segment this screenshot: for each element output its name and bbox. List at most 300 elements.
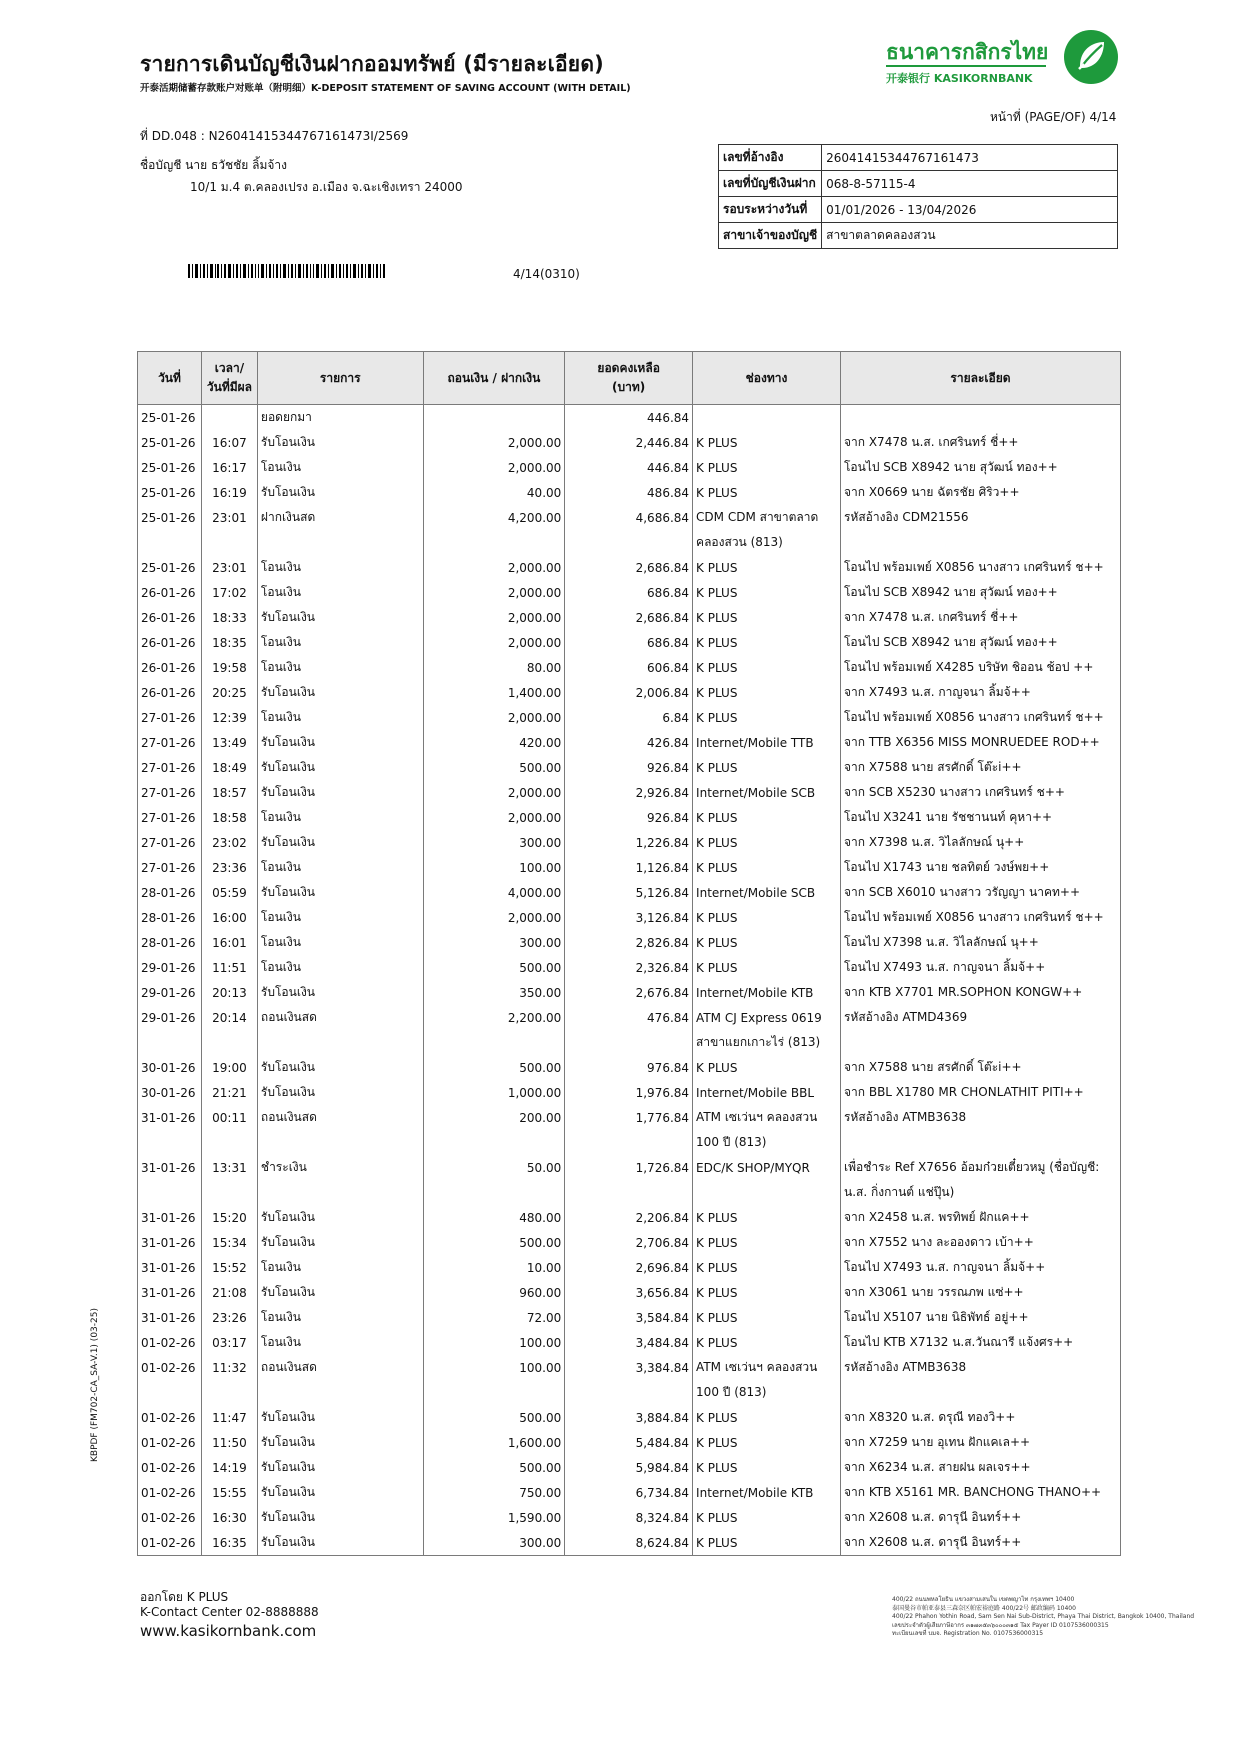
cell-detail: จาก X0669 นาย ฉัตรชัย ศิริว++ <box>840 480 1120 505</box>
cell-detail: จาก TTB X6356 MISS MONRUEDEE ROD++ <box>840 730 1120 755</box>
cell-date: 25-01-26 <box>138 430 202 455</box>
cell-balance: 2,206.84 <box>565 1205 693 1230</box>
cell-channel: K PLUS <box>693 805 841 830</box>
cell-amount: 300.00 <box>423 1530 565 1556</box>
table-row <box>138 1105 1121 1130</box>
table-row <box>138 1455 1121 1480</box>
bank-name-en: 开泰银行 KASIKORNBANK <box>886 72 1033 85</box>
cell-detail: โอนไป X1743 นาย ชลทิตย์ วงษ์พย++ <box>840 855 1120 880</box>
cell-date: 01-02-26 <box>138 1455 202 1480</box>
cell-amount: 1,600.00 <box>423 1430 565 1455</box>
table-row <box>138 1480 1121 1505</box>
info-value: 26041415344767161473 <box>822 145 1118 171</box>
table-row-continuation <box>138 1180 1121 1205</box>
cell-desc: ถอนเงินสด <box>257 1105 423 1130</box>
col-amount-header: ถอนเงิน / ฝากเงิน <box>423 352 565 405</box>
cell-time: 15:20 <box>201 1205 257 1230</box>
cell-detail: โอนไป X7493 น.ส. กาญจนา ลิ้มจ้++ <box>840 955 1120 980</box>
info-label: เลขที่อ้างอิง <box>719 145 822 171</box>
table-row <box>138 1530 1121 1556</box>
cell-balance: 2,686.84 <box>565 605 693 630</box>
table-row <box>138 1055 1121 1080</box>
cell-time-cont <box>201 1380 257 1405</box>
cell-desc: โอนเงิน <box>257 555 423 580</box>
table-row <box>138 655 1121 680</box>
cell-desc: โอนเงิน <box>257 855 423 880</box>
info-label: สาขาเจ้าของบัญชี <box>719 223 822 249</box>
cell-desc: โอนเงิน <box>257 705 423 730</box>
cell-balance: 446.84 <box>565 455 693 480</box>
page-number: หน้าที่ (PAGE/OF) 4/14 <box>990 110 1117 124</box>
address-line: 400/22 Phahon Yothin Road, Sam Sen Nai Sub-District, Phaya Thai District, Bangkok 10400, Thailand <box>892 1613 1195 1620</box>
cell-desc: รับโอนเงิน <box>257 1430 423 1455</box>
cell-balance: 8,324.84 <box>565 1505 693 1530</box>
cell-date-cont <box>138 1180 202 1205</box>
cell-channel: K PLUS <box>693 1230 841 1255</box>
cell-detail: โอนไป SCB X8942 นาย สุวัฒน์ ทอง++ <box>840 455 1120 480</box>
cell-time: 20:13 <box>201 980 257 1005</box>
cell-amount: 480.00 <box>423 1205 565 1230</box>
table-row <box>138 755 1121 780</box>
table-row <box>138 1355 1121 1380</box>
cell-desc: รับโอนเงิน <box>257 1205 423 1230</box>
cell-balance: 2,926.84 <box>565 780 693 805</box>
cell-time: 00:11 <box>201 1105 257 1130</box>
footer-issuer <box>140 1590 319 1620</box>
table-row <box>138 405 1121 431</box>
cell-detail-cont <box>840 1130 1120 1155</box>
table-row <box>138 430 1121 455</box>
table-row-continuation <box>138 1380 1121 1405</box>
cell-detail: รหัสอ้างอิง ATMD4369 <box>840 1005 1120 1030</box>
cell-desc-cont <box>257 1130 423 1155</box>
cell-desc: โอนเงิน <box>257 630 423 655</box>
cell-desc: รับโอนเงิน <box>257 680 423 705</box>
cell-balance: 8,624.84 <box>565 1530 693 1556</box>
cell-amount: 2,000.00 <box>423 580 565 605</box>
cell-channel: K PLUS <box>693 1255 841 1280</box>
cell-date: 30-01-26 <box>138 1080 202 1105</box>
table-row-continuation <box>138 530 1121 555</box>
cell-time: 21:08 <box>201 1280 257 1305</box>
col-time-header-line1: เวลา/ <box>214 361 245 375</box>
cell-time: 18:33 <box>201 605 257 630</box>
table-row <box>138 1230 1121 1255</box>
info-value: 068-8-57115-4 <box>822 171 1118 197</box>
cell-amount: 72.00 <box>423 1305 565 1330</box>
col-date-header: วันที่ <box>138 352 202 405</box>
cell-amount: 40.00 <box>423 480 565 505</box>
cell-detail: จาก X7259 นาย อุเทน ฝักแคเล++ <box>840 1430 1120 1455</box>
cell-amount-cont <box>423 1030 565 1055</box>
cell-date: 25-01-26 <box>138 505 202 530</box>
cell-balance: 926.84 <box>565 805 693 830</box>
cell-channel: K PLUS <box>693 580 841 605</box>
cell-channel: K PLUS <box>693 555 841 580</box>
cell-balance: 2,686.84 <box>565 555 693 580</box>
cell-date: 30-01-26 <box>138 1055 202 1080</box>
cell-balance: 5,484.84 <box>565 1430 693 1455</box>
cell-desc: รับโอนเงิน <box>257 1055 423 1080</box>
cell-time: 23:01 <box>201 555 257 580</box>
col-balance-header-line1: ยอดคงเหลือ <box>597 361 660 375</box>
cell-channel <box>693 405 841 431</box>
cell-amount: 4,000.00 <box>423 880 565 905</box>
cell-balance: 446.84 <box>565 405 693 431</box>
statement-title: รายการเดินบัญชีเงินฝากออมทรัพย์ (มีรายละเอียด) <box>140 52 604 76</box>
cell-desc: ฝากเงินสด <box>257 505 423 530</box>
cell-channel: K PLUS <box>693 430 841 455</box>
cell-time: 17:02 <box>201 580 257 605</box>
cell-amount: 2,000.00 <box>423 780 565 805</box>
table-row <box>138 930 1121 955</box>
cell-amount: 2,000.00 <box>423 805 565 830</box>
cell-amount: 1,590.00 <box>423 1505 565 1530</box>
table-row <box>138 830 1121 855</box>
col-balance-header <box>565 352 693 405</box>
table-row <box>138 1080 1121 1105</box>
table-row <box>138 955 1121 980</box>
cell-date: 01-02-26 <box>138 1505 202 1530</box>
cell-detail: โอนไป พร้อมเพย์ X0856 นางสาว เกศรินทร์ ช++ <box>840 555 1120 580</box>
cell-amount: 960.00 <box>423 1280 565 1305</box>
page-code: 4/14(0310) <box>513 267 580 281</box>
cell-time: 23:02 <box>201 830 257 855</box>
table-row <box>138 730 1121 755</box>
cell-desc: รับโอนเงิน <box>257 880 423 905</box>
cell-channel: K PLUS <box>693 905 841 930</box>
table-row <box>138 1155 1121 1180</box>
contact-center: K-Contact Center 02-8888888 <box>140 1605 319 1619</box>
cell-detail: โอนไป X7398 น.ส. วิไลลักษณ์ นุ++ <box>840 930 1120 955</box>
cell-time: 15:52 <box>201 1255 257 1280</box>
cell-channel-cont <box>693 1180 841 1205</box>
table-row <box>138 1255 1121 1280</box>
cell-balance: 3,384.84 <box>565 1355 693 1380</box>
logo-divider <box>886 65 1046 67</box>
cell-amount: 500.00 <box>423 1055 565 1080</box>
address-line: 泰国曼谷市帕亚泰县三森奈区帕宏裕庭路 400/22号 邮政编码 10400 <box>892 1604 1076 1612</box>
cell-channel: ATM เซเว่นฯ คลองสวน <box>693 1355 841 1380</box>
cell-balance: 1,226.84 <box>565 830 693 855</box>
cell-detail: รหัสอ้างอิง CDM21556 <box>840 505 1120 530</box>
cell-time: 16:30 <box>201 1505 257 1530</box>
table-row <box>138 1405 1121 1430</box>
cell-time <box>201 405 257 431</box>
cell-desc: รับโอนเงิน <box>257 730 423 755</box>
cell-balance-cont <box>565 1380 693 1405</box>
cell-date: 31-01-26 <box>138 1105 202 1130</box>
cell-time: 11:32 <box>201 1355 257 1380</box>
cell-balance: 1,776.84 <box>565 1105 693 1130</box>
bank-name-th: ธนาคารกสิกรไทย <box>886 40 1049 64</box>
col-detail-header: รายละเอียด <box>840 352 1120 405</box>
cell-detail: เพื่อชำระ Ref X7656 อ้อมก๋วยเตี๋ยวหมู (ชื่อบัญชี: <box>840 1155 1120 1180</box>
cell-detail: จาก X7493 น.ส. กาญจนา ลิ้มจ้++ <box>840 680 1120 705</box>
cell-amount: 500.00 <box>423 1455 565 1480</box>
table-row-continuation <box>138 1130 1121 1155</box>
cell-date: 26-01-26 <box>138 655 202 680</box>
cell-channel: K PLUS <box>693 755 841 780</box>
cell-detail <box>840 405 1120 431</box>
cell-time: 05:59 <box>201 880 257 905</box>
cell-time-cont <box>201 1180 257 1205</box>
cell-channel: Internet/Mobile SCB <box>693 780 841 805</box>
cell-amount: 2,000.00 <box>423 705 565 730</box>
table-row <box>138 1280 1121 1305</box>
cell-date: 01-02-26 <box>138 1330 202 1355</box>
cell-amount-cont <box>423 530 565 555</box>
cell-channel-cont: 100 ปี (813) <box>693 1380 841 1405</box>
cell-detail: จาก X7588 นาย สรศักดิ์ โต๊ะi++ <box>840 1055 1120 1080</box>
cell-desc: รับโอนเงิน <box>257 980 423 1005</box>
cell-amount <box>423 405 565 431</box>
cell-desc: ชำระเงิน <box>257 1155 423 1180</box>
cell-balance: 976.84 <box>565 1055 693 1080</box>
cell-amount: 2,000.00 <box>423 905 565 930</box>
cell-channel: K PLUS <box>693 1055 841 1080</box>
cell-date: 01-02-26 <box>138 1405 202 1430</box>
cell-date: 01-02-26 <box>138 1355 202 1380</box>
bank-logo <box>876 28 1122 90</box>
account-name: ชื่อบัญชี นาย ธวัชชัย ลิ้มจ้าง <box>140 158 288 172</box>
cell-time: 12:39 <box>201 705 257 730</box>
cell-balance-cont <box>565 530 693 555</box>
table-row <box>138 505 1121 530</box>
table-row <box>138 605 1121 630</box>
cell-balance: 1,976.84 <box>565 1080 693 1105</box>
cell-detail: โอนไป X3241 นาย รัชชานนท์ คุหา++ <box>840 805 1120 830</box>
cell-amount: 1,000.00 <box>423 1080 565 1105</box>
cell-time: 19:00 <box>201 1055 257 1080</box>
cell-amount: 2,000.00 <box>423 630 565 655</box>
table-row <box>138 1430 1121 1455</box>
account-info-box <box>718 144 1118 249</box>
cell-balance: 1,726.84 <box>565 1155 693 1180</box>
table-header-row <box>138 352 1121 405</box>
cell-amount: 10.00 <box>423 1255 565 1280</box>
cell-detail: โอนไป SCB X8942 นาย สุวัฒน์ ทอง++ <box>840 630 1120 655</box>
cell-time: 15:55 <box>201 1480 257 1505</box>
cell-time: 18:35 <box>201 630 257 655</box>
cell-date: 25-01-26 <box>138 455 202 480</box>
cell-date-cont <box>138 1380 202 1405</box>
cell-time: 23:36 <box>201 855 257 880</box>
cell-desc: ถอนเงินสด <box>257 1005 423 1030</box>
cell-amount: 100.00 <box>423 855 565 880</box>
form-code: KBPDF (FM702-CA_SA-V.1) (03-25) <box>90 1308 100 1462</box>
col-balance-header-line2: (บาท) <box>612 380 646 394</box>
table-row <box>138 705 1121 730</box>
cell-desc: โอนเงิน <box>257 655 423 680</box>
table-row <box>138 555 1121 580</box>
cell-amount-cont <box>423 1380 565 1405</box>
bank-address <box>892 1596 1194 1639</box>
cell-time: 11:50 <box>201 1430 257 1455</box>
cell-time: 18:57 <box>201 780 257 805</box>
cell-balance: 6.84 <box>565 705 693 730</box>
cell-balance: 606.84 <box>565 655 693 680</box>
cell-channel: K PLUS <box>693 680 841 705</box>
cell-date: 27-01-26 <box>138 855 202 880</box>
col-time-header-line2: วันที่มีผล <box>206 380 253 394</box>
cell-balance: 3,584.84 <box>565 1305 693 1330</box>
cell-channel: K PLUS <box>693 1330 841 1355</box>
cell-amount: 4,200.00 <box>423 505 565 530</box>
cell-channel: K PLUS <box>693 605 841 630</box>
cell-time: 11:51 <box>201 955 257 980</box>
table-row <box>138 905 1121 930</box>
cell-time: 14:19 <box>201 1455 257 1480</box>
cell-balance-cont <box>565 1030 693 1055</box>
cell-desc: ถอนเงินสด <box>257 1355 423 1380</box>
cell-balance: 5,126.84 <box>565 880 693 905</box>
cell-desc: รับโอนเงิน <box>257 1280 423 1305</box>
cell-date: 26-01-26 <box>138 580 202 605</box>
cell-desc-cont <box>257 530 423 555</box>
cell-desc: รับโอนเงิน <box>257 430 423 455</box>
cell-balance: 5,984.84 <box>565 1455 693 1480</box>
cell-amount: 500.00 <box>423 955 565 980</box>
cell-time-cont <box>201 1030 257 1055</box>
cell-time: 18:58 <box>201 805 257 830</box>
cell-balance-cont <box>565 1130 693 1155</box>
cell-detail: รหัสอ้างอิง ATMB3638 <box>840 1355 1120 1380</box>
cell-balance: 686.84 <box>565 580 693 605</box>
cell-date: 27-01-26 <box>138 805 202 830</box>
cell-balance: 476.84 <box>565 1005 693 1030</box>
cell-date: 27-01-26 <box>138 780 202 805</box>
cell-desc: รับโอนเงิน <box>257 1530 423 1556</box>
cell-desc: โอนเงิน <box>257 580 423 605</box>
cell-amount: 350.00 <box>423 980 565 1005</box>
cell-amount: 500.00 <box>423 1230 565 1255</box>
cell-channel: K PLUS <box>693 955 841 980</box>
cell-detail: จาก X2608 น.ส. ดารุนี อินทร์++ <box>840 1505 1120 1530</box>
table-row <box>138 455 1121 480</box>
cell-time: 19:58 <box>201 655 257 680</box>
cell-channel: K PLUS <box>693 930 841 955</box>
cell-desc: รับโอนเงิน <box>257 755 423 780</box>
cell-balance: 426.84 <box>565 730 693 755</box>
cell-amount: 100.00 <box>423 1330 565 1355</box>
cell-time: 13:31 <box>201 1155 257 1180</box>
cell-detail-cont <box>840 1030 1120 1055</box>
cell-detail: จาก X6234 น.ส. สายฝน ผลเจร++ <box>840 1455 1120 1480</box>
cell-detail: จาก X7588 นาย สรศักดิ์ โต๊ะi++ <box>840 755 1120 780</box>
cell-balance: 2,006.84 <box>565 680 693 705</box>
cell-desc: ยอดยกมา <box>257 405 423 431</box>
cell-desc-cont <box>257 1180 423 1205</box>
cell-balance: 486.84 <box>565 480 693 505</box>
cell-desc: รับโอนเงิน <box>257 1455 423 1480</box>
cell-date: 28-01-26 <box>138 905 202 930</box>
cell-date: 01-02-26 <box>138 1430 202 1455</box>
cell-date: 29-01-26 <box>138 980 202 1005</box>
cell-balance: 2,446.84 <box>565 430 693 455</box>
table-row <box>138 580 1121 605</box>
cell-desc: รับโอนเงิน <box>257 480 423 505</box>
cell-date: 29-01-26 <box>138 955 202 980</box>
cell-amount: 50.00 <box>423 1155 565 1180</box>
cell-desc: รับโอนเงิน <box>257 1080 423 1105</box>
cell-balance: 1,126.84 <box>565 855 693 880</box>
cell-time: 16:00 <box>201 905 257 930</box>
cell-desc: รับโอนเงิน <box>257 1405 423 1430</box>
cell-channel-cont: คลองสวน (813) <box>693 530 841 555</box>
cell-amount: 2,000.00 <box>423 430 565 455</box>
cell-date: 25-01-26 <box>138 480 202 505</box>
cell-time: 21:21 <box>201 1080 257 1105</box>
cell-date: 25-01-26 <box>138 555 202 580</box>
info-value: 01/01/2026 - 13/04/2026 <box>822 197 1118 223</box>
cell-channel: K PLUS <box>693 855 841 880</box>
cell-channel: K PLUS <box>693 1505 841 1530</box>
cell-detail: จาก X7398 น.ส. วิไลลักษณ์ นุ++ <box>840 830 1120 855</box>
cell-balance: 2,706.84 <box>565 1230 693 1255</box>
cell-time: 16:17 <box>201 455 257 480</box>
cell-balance: 926.84 <box>565 755 693 780</box>
cell-detail: โอนไป X5107 นาย นิธิพัทธ์ อยู่++ <box>840 1305 1120 1330</box>
cell-date: 31-01-26 <box>138 1305 202 1330</box>
cell-channel: K PLUS <box>693 1430 841 1455</box>
cell-detail: จาก X7478 น.ส. เกศรินทร์ ชี่++ <box>840 605 1120 630</box>
cell-amount: 500.00 <box>423 1405 565 1430</box>
cell-time: 20:14 <box>201 1005 257 1030</box>
cell-amount: 80.00 <box>423 655 565 680</box>
cell-balance: 686.84 <box>565 630 693 655</box>
cell-detail: จาก KTB X5161 MR. BANCHONG THANO++ <box>840 1480 1120 1505</box>
cell-amount: 2,200.00 <box>423 1005 565 1030</box>
cell-detail: โอนไป พร้อมเพย์ X4285 บริษัท ชิออน ช้อป ++ <box>840 655 1120 680</box>
cell-desc: รับโอนเงิน <box>257 780 423 805</box>
cell-desc: โอนเงิน <box>257 805 423 830</box>
cell-time: 13:49 <box>201 730 257 755</box>
cell-channel: Internet/Mobile BBL <box>693 1080 841 1105</box>
table-row <box>138 1205 1121 1230</box>
cell-channel: K PLUS <box>693 1305 841 1330</box>
cell-date: 29-01-26 <box>138 1005 202 1030</box>
table-row <box>138 780 1121 805</box>
cell-amount-cont <box>423 1180 565 1205</box>
cell-amount: 420.00 <box>423 730 565 755</box>
cell-channel: K PLUS <box>693 1205 841 1230</box>
address-line: เลขประจำตัวผู้เสียภาษีอากร ๓๑๗๓๕๓๖๐๐๐๓๑๕ Tax Payer ID 0107536000315 <box>892 1621 1109 1629</box>
address-line: 400/22 ถนนพหลโยธิน แขวงสามเสนใน เขตพญาไท กรุงเทพฯ 10400 <box>892 1596 1075 1603</box>
info-label: รอบระหว่างวันที่ <box>719 197 822 223</box>
cell-date: 31-01-26 <box>138 1255 202 1280</box>
cell-desc: โอนเงิน <box>257 930 423 955</box>
cell-desc-cont <box>257 1380 423 1405</box>
cell-channel: Internet/Mobile TTB <box>693 730 841 755</box>
cell-channel: K PLUS <box>693 1530 841 1556</box>
cell-time: 23:01 <box>201 505 257 530</box>
cell-date: 27-01-26 <box>138 730 202 755</box>
cell-detail: จาก SCB X5230 นางสาว เกศรินทร์ ช++ <box>840 780 1120 805</box>
cell-detail: จาก KTB X7701 MR.SOPHON KONGW++ <box>840 980 1120 1005</box>
cell-detail-cont: น.ส. กิ่งกานต์ แช่ปุ๊น) <box>840 1180 1120 1205</box>
cell-channel: K PLUS <box>693 1280 841 1305</box>
cell-channel: K PLUS <box>693 480 841 505</box>
cell-balance: 3,884.84 <box>565 1405 693 1430</box>
cell-detail: โอนไป พร้อมเพย์ X0856 นางสาว เกศรินทร์ ช++ <box>840 905 1120 930</box>
table-row <box>138 1330 1121 1355</box>
cell-date: 31-01-26 <box>138 1205 202 1230</box>
cell-channel: K PLUS <box>693 705 841 730</box>
cell-detail: จาก X2458 น.ส. พรทิพย์ ฝักแค++ <box>840 1205 1120 1230</box>
table-row <box>138 855 1121 880</box>
table-row <box>138 1005 1121 1030</box>
